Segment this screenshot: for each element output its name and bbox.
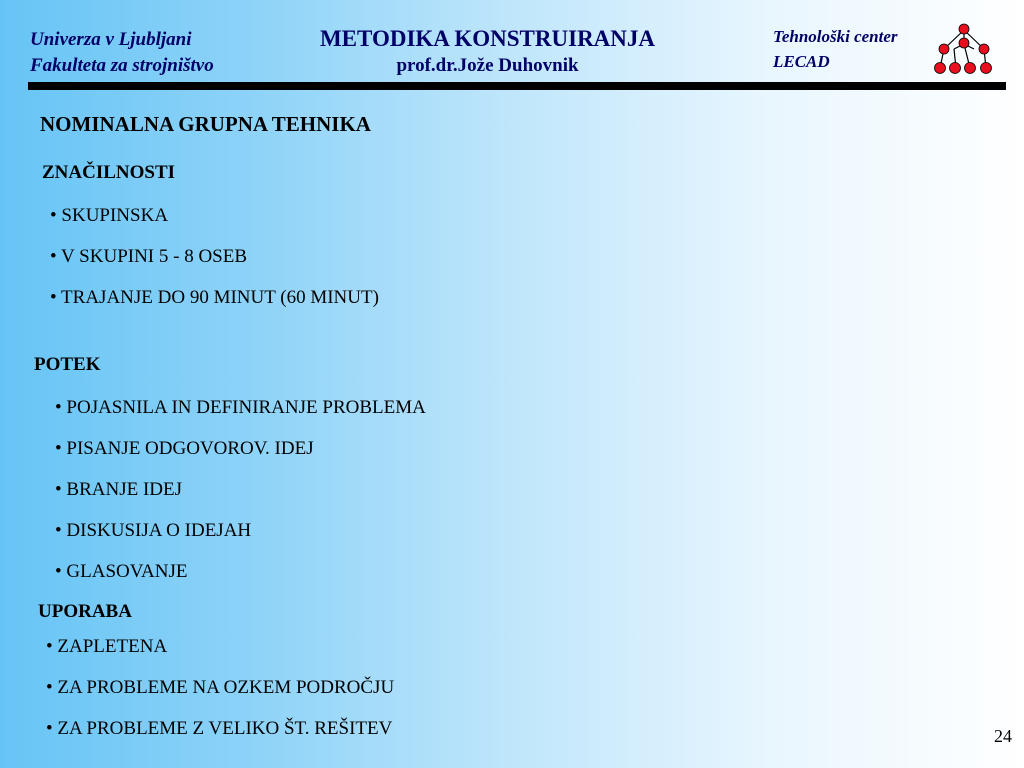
list-item: • POJASNILA IN DEFINIRANJE PROBLEMA bbox=[55, 397, 426, 418]
page-number: 24 bbox=[994, 726, 1012, 746]
header-institution bbox=[30, 27, 214, 79]
lecad-tree-logo-icon bbox=[932, 22, 994, 78]
list-item: • V SKUPINI 5 - 8 OSEB bbox=[50, 246, 248, 267]
list-item: • SKUPINSKA bbox=[50, 205, 169, 226]
section-heading-potek: POTEK bbox=[34, 354, 101, 375]
list-item: • DISKUSIJA O IDEJAH bbox=[55, 520, 252, 541]
header-divider bbox=[28, 82, 1006, 90]
slide-title: NOMINALNA GRUPNA TEHNIKA bbox=[40, 112, 371, 136]
center-name: Tehnološki center bbox=[773, 27, 898, 46]
list-item: • TRAJANJE DO 90 MINUT (60 MINUT) bbox=[50, 287, 379, 308]
list-item: • ZA PROBLEME Z VELIKO ŠT. REŠITEV bbox=[46, 718, 393, 739]
list-item: • ZA PROBLEME NA OZKEM PODROČJU bbox=[46, 677, 395, 698]
list-item: • BRANJE IDEJ bbox=[55, 479, 182, 500]
professor-name: prof.dr.Jože Duhovnik bbox=[396, 55, 579, 76]
section-heading-uporaba: UPORABA bbox=[38, 601, 132, 622]
faculty-name: Fakulteta za strojništvo bbox=[30, 55, 214, 76]
list-item: • GLASOVANJE bbox=[55, 561, 188, 582]
list-item: • ZAPLETENA bbox=[46, 636, 168, 657]
lab-name: LECAD bbox=[773, 52, 830, 71]
section-heading-znacilnosti: ZNAČILNOSTI bbox=[42, 162, 176, 183]
list-item: • PISANJE ODGOVOROV. IDEJ bbox=[55, 438, 314, 459]
header-course bbox=[300, 25, 675, 79]
header-center bbox=[773, 24, 898, 74]
university-name: Univerza v Ljubljani bbox=[30, 29, 192, 50]
course-title: METODIKA KONSTRUIRANJA bbox=[319, 26, 656, 51]
